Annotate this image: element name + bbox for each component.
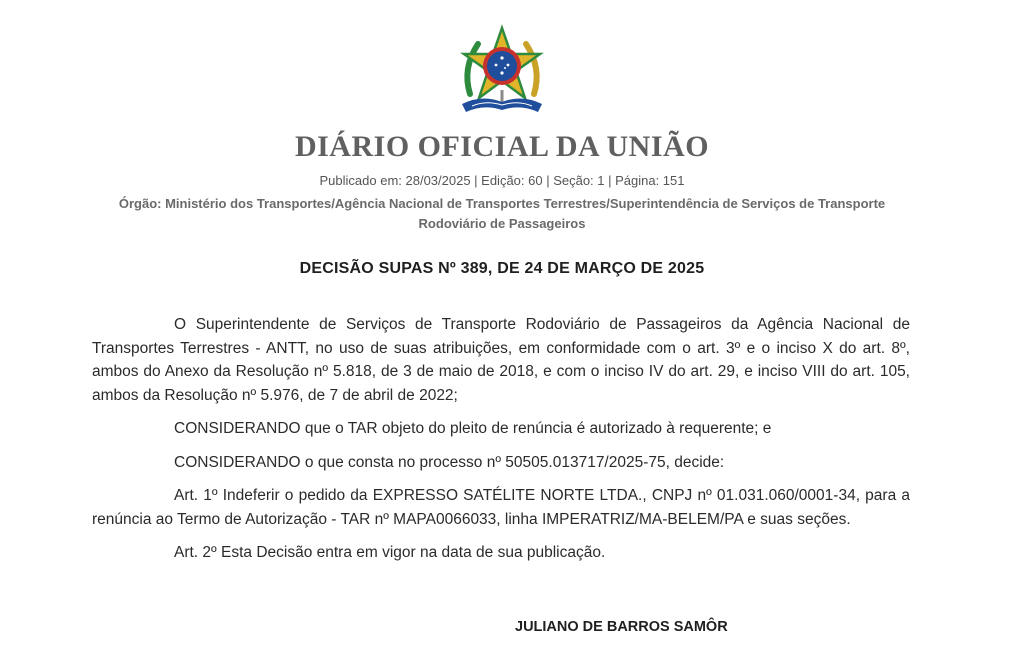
considerando-paragraph-2: CONSIDERANDO o que consta no processo nº 50505.013717/2025-75, decide: — [174, 453, 725, 471]
article-1-paragraph: Art. 1º Indeferir o pedido da EXPRESSO SATÉLITE NORTE LTDA., CNPJ nº 01.031.060/0001-34, para a renúncia ao Termo de Autorização - TAR nº MAPA0066033, linha IMPERATRIZ/MA-BELEM/PA e suas seções. — [92, 487, 910, 528]
publication-meta: Publicado em: 28/03/2025 | Edição: 60 | Seção: 1 | Página: 151 — [319, 173, 685, 188]
signature-name: JULIANO DE BARROS SAMÔR — [515, 619, 728, 635]
orgao-line: Órgão: Ministério dos Transportes/Agência Nacional de Transportes Terrestres/Superintendência de Serviços de Transporte Rodoviário de Passageiros — [118, 196, 886, 231]
decision-title: DECISÃO SUPAS Nº 389, DE 24 DE MARÇO DE 2025 — [299, 260, 705, 277]
decision-body — [92, 313, 910, 575]
considerando-paragraph-1: CONSIDERANDO que o TAR objeto do pleito de renúncia é autorizado à requerente; e — [174, 420, 772, 437]
brazil-coat-of-arms-icon — [456, 24, 548, 116]
article-2-paragraph: Art. 2º Esta Decisão entra em vigor na data de sua publicação. — [174, 544, 606, 561]
page-title: DIÁRIO OFICIAL DA UNIÃO — [294, 130, 710, 163]
preamble-paragraph: O Superintendente de Serviços de Transporte Rodoviário de Passageiros da Agência Nacional de Transportes Terrestres - ANTT, no uso de suas atribuições, em conformidade com o art. 3º e o inciso X do art. 8º, ambos do Anexo da Resolução nº 5.818, de 3 de maio de 2018, e com o inciso IV do art. 29, e inciso VIII do art. 105, ambos da Resolução nº 5.976, de 7 de abril de 2022; — [92, 316, 910, 404]
